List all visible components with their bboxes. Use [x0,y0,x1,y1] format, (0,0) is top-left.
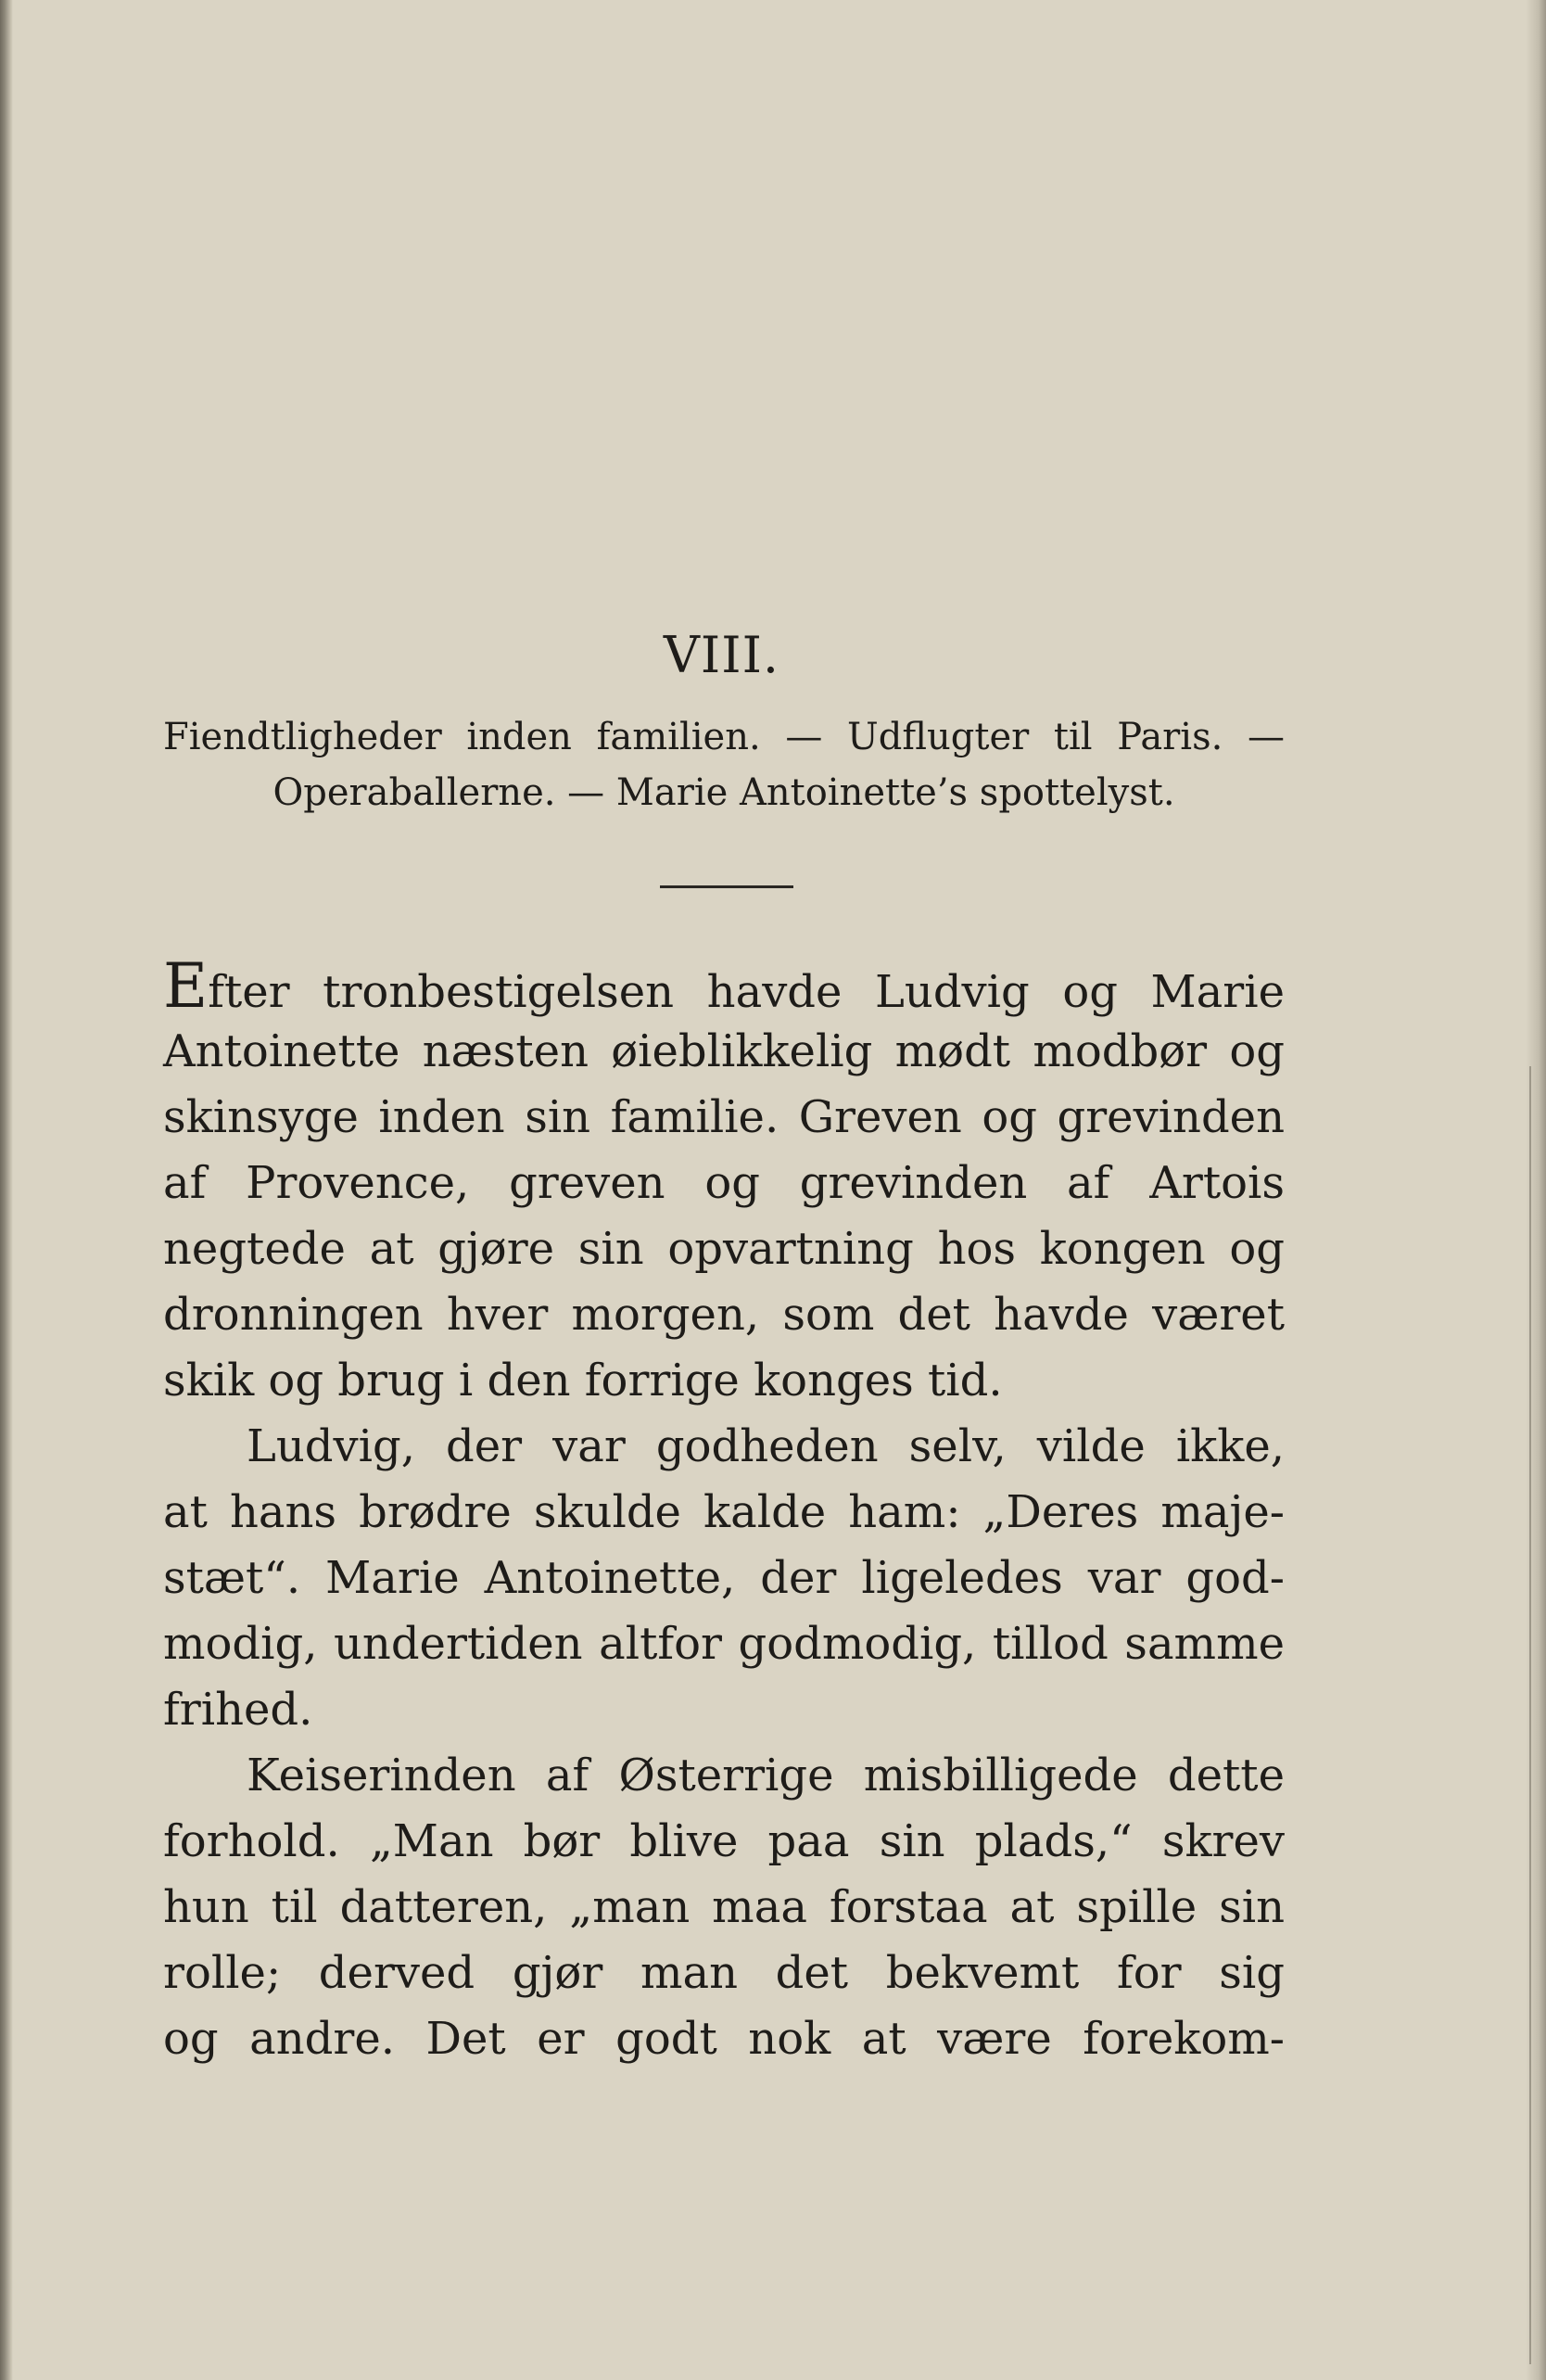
body-line: Ludvig, der var godheden selv, vilde ikke, [247,1420,1285,1472]
chapter-summary [163,709,1285,821]
chapter-summary-line: Operaballerne. — Marie Antoinette’s spottelyst. [272,771,1175,814]
body-line: stæt“. Marie Antoinette, der ligeledes var god- [163,1552,1285,1604]
body-line: Keiserinden af Østerrige misbilligede dette [247,1750,1285,1801]
page-edge-shadow-line [1529,1066,1531,2364]
body-line: modig, undertiden altfor godmodig, tillod samme [163,1618,1285,1670]
chapter-summary-line: Fiendtligheder inden familien. — Udflugter til Paris. — [163,716,1285,758]
chapter-body [163,950,1285,2072]
body-line [163,950,1285,1022]
body-line: skik og brug i den forrige konges tid. [163,1355,1003,1406]
body-line: af Provence, greven og grevinden af Artois [163,1157,1285,1209]
chapter-divider [660,885,793,888]
body-line: skinsyge inden sin familie. Greven og grevinden [163,1091,1285,1143]
body-line: frihed. [163,1684,313,1736]
body-line: negtede at gjøre sin opvartning hos kongen og [163,1223,1285,1275]
drop-cap: E [163,950,209,1022]
body-line: dronningen hver morgen, som det havde været [163,1289,1285,1341]
body-line: og andre. Det er godt nok at være forekom- [163,2013,1285,2065]
body-line: Antoinette næsten øieblikkelig mødt modbør og [163,1025,1285,1077]
book-binding-edge [0,0,13,2380]
body-line: hun til datteren, „man maa forstaa at spille sin [163,1881,1285,1933]
chapter-number: VIII. [663,626,780,684]
body-line: forhold. „Man bør blive paa sin plads,“ skrev [163,1815,1285,1867]
body-line-text: fter tronbestigelsen havde Ludvig og Marie [208,966,1285,1018]
body-line: rolle; derved gjør man det bekvemt for sig [163,1947,1285,1999]
body-line: at hans brødre skulde kalde ham: „Deres maje- [163,1486,1285,1538]
